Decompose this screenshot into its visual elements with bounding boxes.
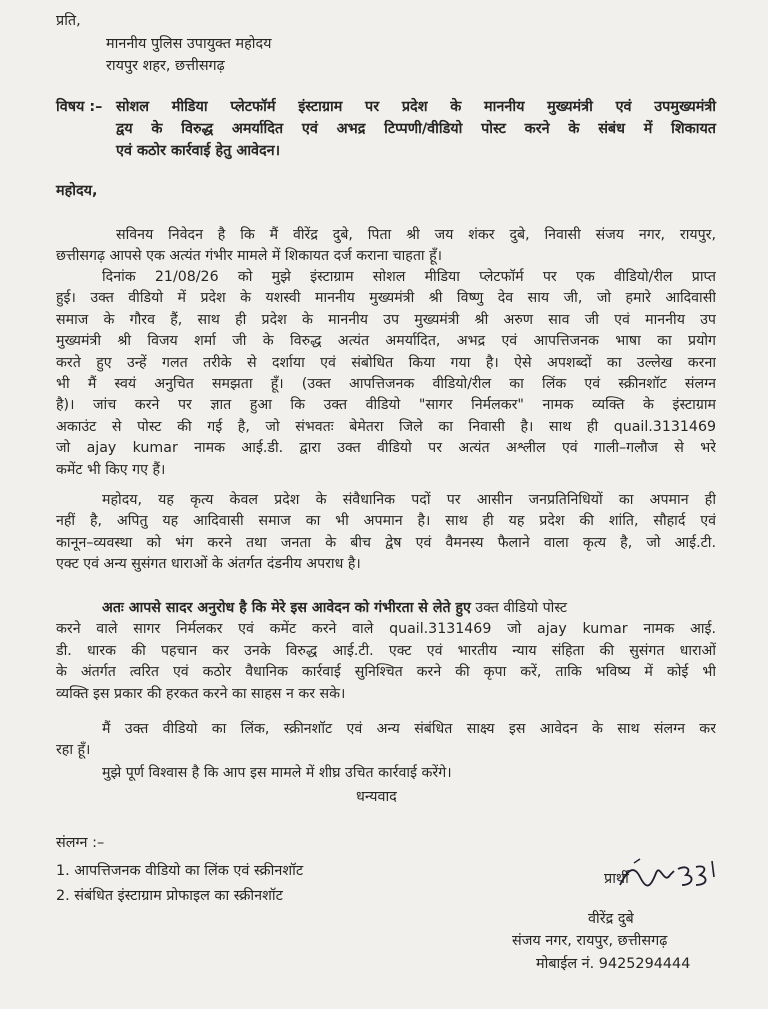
addressee-line-1: माननीय पुलिस उपायुक्त महोदय bbox=[106, 36, 272, 52]
para5-line-2: रहा हूँ। bbox=[56, 742, 91, 759]
para4-line-1 bbox=[56, 598, 716, 619]
para6-line-1: मुझे पूर्ण विश्वास है कि आप इस मामले में शीघ्र उचित कार्रवाई करेंगे। bbox=[102, 765, 452, 781]
addressee-line-2: रायपुर शहर, छत्तीसगढ़ bbox=[106, 58, 225, 74]
paragraph-2 bbox=[56, 267, 716, 481]
enclosure-item-2: 2. संबंधित इंस्टाग्राम प्रोफाइल का स्क्रीनशॉट bbox=[56, 888, 283, 904]
para4-bold-text: अतः आपसे सादर अनुरोध है कि मेरे इस आवेदन को गंभीरता से लेते हुए bbox=[102, 600, 471, 616]
subject-line-1: सोशल मीडिया प्लेटफॉर्म इंस्टाग्राम पर प्रदेश के माननीय मुख्यमंत्री एवं उपमुख्यमंत्री bbox=[116, 99, 716, 115]
para3-line-4: एक्ट एवं अन्य सुसंगत धाराओं के अंतर्गत दंडनीय अपराध है। bbox=[56, 556, 361, 573]
para3-line-3: कानून–व्यवस्था को भंग करने तथा जनता के बीच द्वेष एवं वैमनस्य फैलाने वाला कृत्य है, जो आई.टी. bbox=[56, 534, 716, 551]
para2-line-3: समाज के गौरव हैं, साथ ही प्रदेश के माननीय उप मुख्यमंत्री श्री अरुण साव जी एवं माननीय उप bbox=[56, 311, 716, 328]
paragraph-4 bbox=[56, 598, 716, 705]
salutation: महोदय, bbox=[56, 183, 98, 199]
thanks: धन्यवाद bbox=[356, 789, 397, 805]
para4-line-5: व्यक्ति इस प्रकार की हरकत करने का साहस न कर सके। bbox=[56, 685, 346, 702]
prarthi-label: प्रार्थी bbox=[604, 871, 629, 887]
enclosure-list bbox=[56, 860, 303, 907]
para2-line-1: दिनांक 21/08/26 को मुझे इंस्टाग्राम सोशल मीडिया प्लेटफॉर्म पर एक वीडियो/रील प्राप्त bbox=[102, 269, 716, 285]
para2-line-4: मुख्यमंत्री श्री विजय शर्मा जी के विरुद्ध अत्यंत अमर्यादित, अभद्र एवं आपत्तिजनक भाषा का प्रयोग bbox=[56, 333, 716, 350]
para4-line-3: डी. धारक की पहचान कर उनके विरुद्ध आई.टी. एक्ट एवं भारतीय न्याय संहिता की सुसंगत धाराओं bbox=[56, 642, 716, 659]
para2-line-5: करते हुए उन्हें गलत तरीके से दर्शाया एवं संबोधित किया गया है। ऐसे अपशब्दों का उल्लेख करना bbox=[56, 354, 716, 371]
paragraph-6 bbox=[56, 763, 716, 784]
paragraph-1 bbox=[56, 225, 716, 268]
para2-line-10: कमेंट भी किए गए हैं। bbox=[56, 461, 166, 478]
prati-line: प्रति, bbox=[56, 13, 81, 29]
para5-line-1: मैं उक्त वीडियो का लिंक, स्क्रीनशॉट एवं अन्य संबंधित साक्ष्य इस आवेदन के साथ संलग्न कर bbox=[102, 721, 716, 737]
para3-line-2: नहीं है, अपितु यह आदिवासी समाज का भी अपमान है। साथ ही यह प्रदेश की शांति, सौहार्द एवं bbox=[56, 513, 716, 530]
handwritten-signature bbox=[600, 855, 720, 895]
para4-rest-text: उक्त वीडियो पोस्ट bbox=[470, 600, 568, 616]
para2-line-2: हुई। उक्त वीडियो में प्रदेश के यशस्वी माननीय मुख्यमंत्री श्री विष्णु देव साय जी, जो हमारे आदिवासी bbox=[56, 290, 716, 307]
enclosure-item-1: 1. आपत्तिजनक वीडियो का लिंक एवं स्क्रीनशॉट bbox=[56, 863, 304, 879]
para2-line-6: भी मैं स्वयं अनुचित समझता हूँ। (उक्त आपत्तिजनक वीडियो/रील का लिंक एवं स्क्रीनशॉट संलग्न bbox=[56, 375, 716, 392]
para4-line-2: करने वाले सागर निर्मलकर एवं कमेंट करने वाले quail.3131469 जो ajay kumar नामक आई. bbox=[56, 621, 716, 638]
sender-mobile: मोबाईल नं. 9425294444 bbox=[536, 956, 691, 972]
subject-label: विषय :– bbox=[56, 99, 103, 115]
para1-line-1: सविनय निवेदन है कि मैं वीरेंद्र दुबे, पिता श्री जय शंकर दुबे, निवासी संजय नगर, रायपुर, bbox=[116, 227, 716, 243]
para4-line-4: के अंतर्गत त्वरित एवं कठोर वैधानिक कार्रवाई सुनिश्चित करने की कृपा करें, ताकि भविष्य में कोई भी bbox=[56, 664, 716, 681]
addressee-block bbox=[106, 33, 272, 77]
para2-line-9: जो ajay kumar नामक आई.डी. द्वारा उक्त वीडियो पर अत्यंत अश्लील एवं गाली–गलौज से भरे bbox=[56, 440, 716, 457]
subject-block bbox=[116, 96, 716, 162]
subject-line-3: एवं कठोर कार्रवाई हेतु आवेदन। bbox=[116, 143, 281, 159]
enclosure-label: संलग्न :– bbox=[56, 835, 105, 851]
para3-line-1: महोदय, यह कृत्य केवल प्रदेश के संवैधानिक पदों पर आसीन जनप्रतिनिधियों का अपमान ही bbox=[102, 492, 716, 508]
subject-line-2: द्वय के विरुद्ध अमर्यादित एवं अभद्र टिप्पणी/वीडियो पोस्ट करने के संबंध में शिकायत bbox=[116, 121, 716, 137]
paragraph-5 bbox=[56, 719, 716, 762]
sender-name: वीरेंद्र दुबे bbox=[588, 911, 634, 927]
para2-line-8: अकाउंट से पोस्ट की गई है, जो संभवतः बेमेतरा जिले का निवासी है। साथ ही quail.3131469 bbox=[56, 418, 716, 435]
paragraph-3 bbox=[56, 490, 716, 576]
para1-line-2: छत्तीसगढ़ आपसे एक अत्यंत गंभीर मामले में शिकायत दर्ज कराना चाहता हूँ। bbox=[56, 248, 443, 265]
para2-line-7: है)। जांच करने पर ज्ञात हुआ कि उक्त वीडियो "सागर निर्मलकर" नामक व्यक्ति के इंस्टाग्राम bbox=[56, 397, 716, 414]
sender-address: संजय नगर, रायपुर, छत्तीसगढ़ bbox=[512, 933, 668, 949]
